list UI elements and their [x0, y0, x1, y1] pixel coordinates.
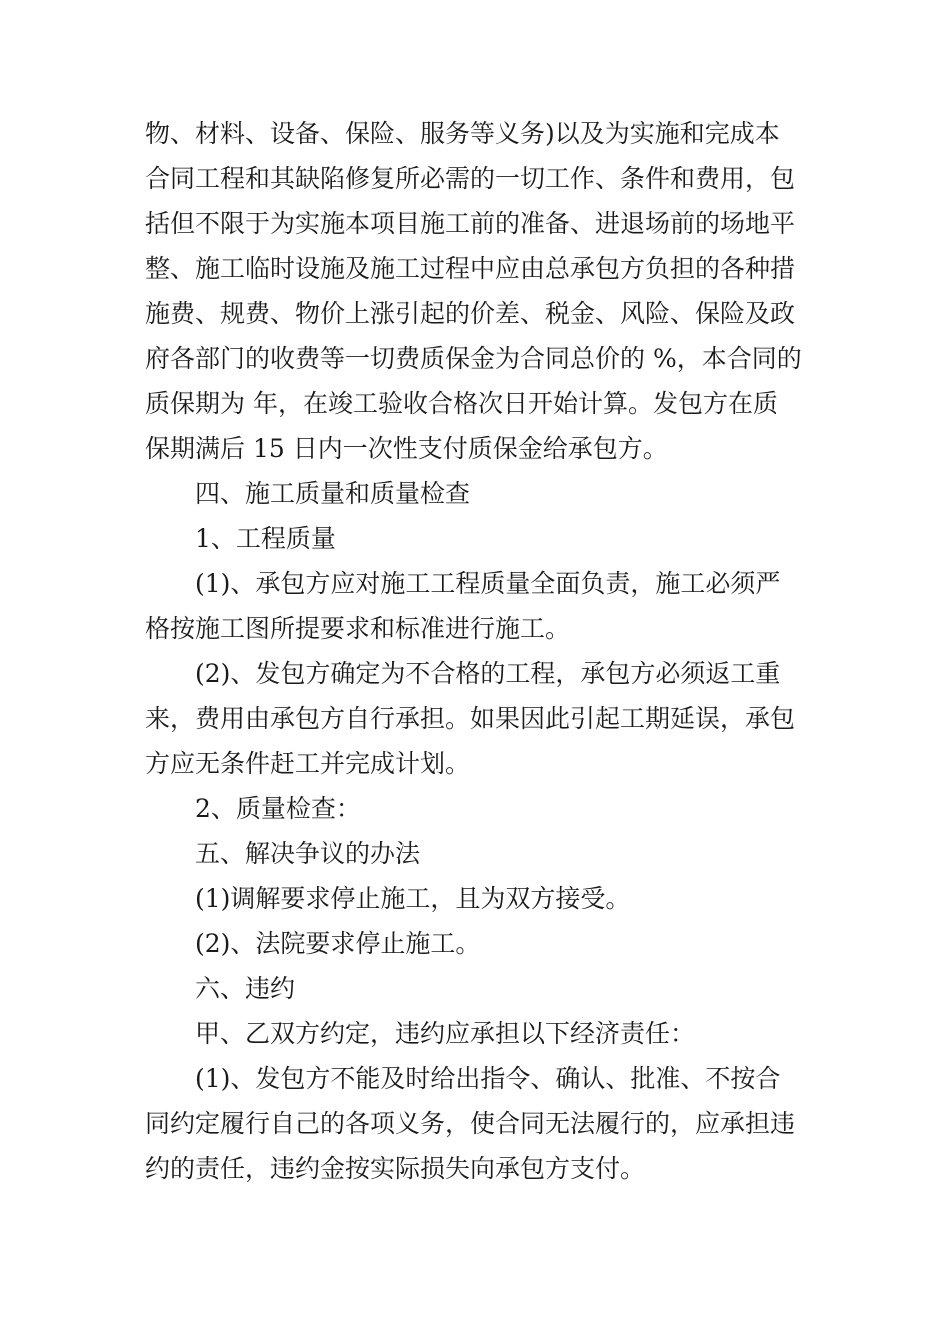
- body-line: 质保期为 年，在竣工验收合格次日开始计算。发包方在质: [145, 389, 778, 418]
- body-line: 来，费用由承包方自行承担。如果因此引起工期延误，承包: [145, 704, 796, 733]
- section-heading: 五、解决争议的办法: [195, 839, 421, 868]
- body-line: 合同工程和其缺陷修复所必需的一切工作、条件和费用，包: [145, 164, 796, 193]
- body-line: 格按施工图所提要求和标准进行施工。: [145, 614, 571, 643]
- clause-line: (1)、发包方不能及时给出指令、确认、批准、不按合: [195, 1064, 781, 1093]
- body-line: 括但不限于为实施本项目施工前的准备、进退场前的场地平: [145, 209, 796, 238]
- clause-line: (2)、发包方确定为不合格的工程，承包方必须返工重: [195, 659, 781, 688]
- body-line: 整、施工临时设施及施工过程中应由总承包方负担的各种措: [145, 254, 796, 283]
- body-line: 施费、规费、物价上涨引起的价差、税金、风险、保险及政: [145, 299, 796, 328]
- subsection-heading: 1、工程质量: [195, 524, 336, 553]
- body-line: 方应无条件赶工并完成计划。: [145, 749, 471, 778]
- subsection-heading: 2、质量检查：: [195, 794, 361, 823]
- body-line: 府各部门的收费等一切费质保金为合同总价的 %，本合同的: [145, 344, 802, 373]
- clause-line: (1)、承包方应对施工工程质量全面负责，施工必须严: [195, 569, 781, 598]
- body-line: 物、材料、设备、保险、服务等义务)以及为实施和完成本: [145, 119, 780, 148]
- clause-line: (1)调解要求停止施工，且为双方接受。: [195, 884, 631, 913]
- body-line: 同约定履行自己的各项义务，使合同无法履行的，应承担违: [145, 1109, 796, 1138]
- body-line: 约的责任，违约金按实际损失向承包方支付。: [145, 1154, 646, 1183]
- section-heading: 六、违约: [195, 974, 296, 1003]
- body-line: 保期满后 15 日内一次性支付质保金给承包方。: [145, 434, 668, 463]
- clause-line: (2)、法院要求停止施工。: [195, 929, 481, 958]
- clause-line: 甲、乙双方约定，违约应承担以下经济责任：: [195, 1019, 696, 1048]
- section-heading: 四、施工质量和质量检查: [195, 479, 471, 508]
